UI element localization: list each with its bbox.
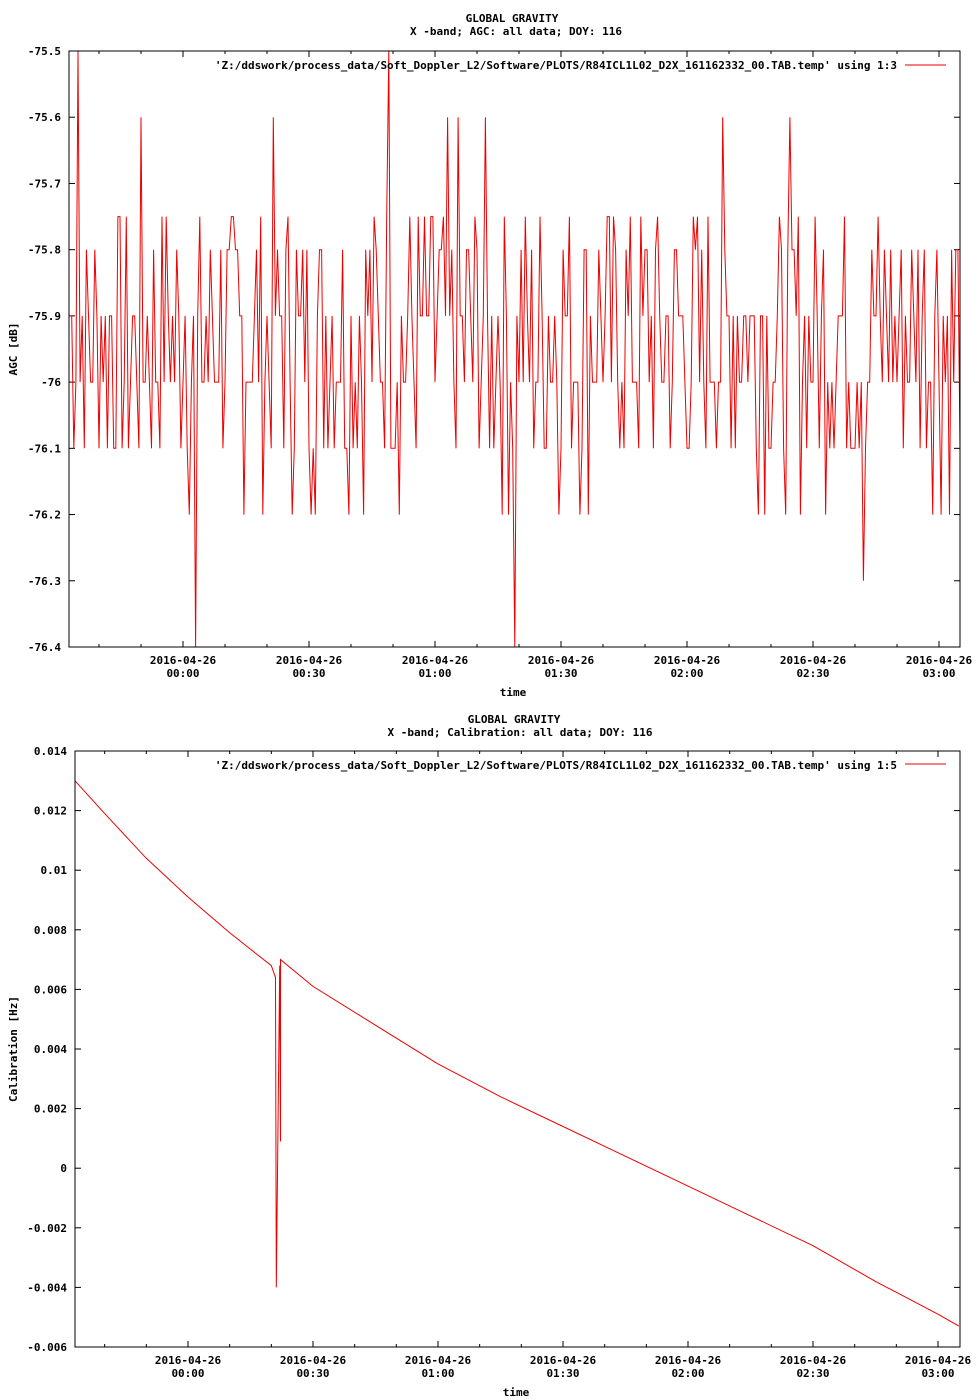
- legend: [215, 759, 946, 772]
- plot-frame: [75, 751, 960, 1347]
- x-tick-time: 01:00: [421, 1367, 455, 1380]
- chart-title: GLOBAL GRAVITY: [467, 713, 561, 726]
- y-tick-label: -75.7: [27, 177, 61, 191]
- chart-title: GLOBAL GRAVITY: [465, 12, 559, 25]
- x-tick-date: 2016-04-26: [654, 1354, 722, 1367]
- x-tick-time: 03:00: [922, 667, 956, 680]
- x-tick-time: 02:00: [671, 1367, 705, 1380]
- y-tick-label: -0.006: [27, 1341, 67, 1354]
- x-tick-date: 2016-04-26: [154, 1354, 222, 1367]
- chart-subtitle: X -band; Calibration: all data; DOY: 116: [387, 726, 653, 739]
- y-tick-label: -76.1: [27, 442, 61, 456]
- x-axis-label: time: [502, 1386, 530, 1399]
- chart-subtitle: X -band; AGC: all data; DOY: 116: [410, 25, 622, 38]
- x-tick-date: 2016-04-26: [905, 654, 973, 667]
- legend-label: 'Z:/ddswork/process_data/Soft_Doppler_L2/Software/PLOTS/R84ICL1L02_D2X_161162332_00.TAB.temp' using 1:5: [214, 759, 897, 772]
- x-tick-date: 2016-04-26: [529, 1354, 597, 1367]
- y-tick-label: -0.002: [27, 1221, 67, 1235]
- calibration-series-line: [75, 781, 959, 1326]
- x-tick-date: 2016-04-26: [401, 654, 469, 667]
- y-tick-label: -0.004: [27, 1281, 67, 1295]
- x-tick-time: 01:30: [546, 1367, 580, 1380]
- y-tick-label: 0.014: [33, 745, 67, 758]
- x-tick-date: 2016-04-26: [779, 1354, 847, 1367]
- x-tick-date: 2016-04-26: [653, 654, 721, 667]
- y-tick-label: -75.9: [27, 309, 61, 323]
- plot-frame: [69, 51, 960, 647]
- x-tick-date: 2016-04-26: [279, 1354, 347, 1367]
- y-tick-label: 0.012: [33, 804, 67, 818]
- x-tick-date: 2016-04-26: [275, 654, 343, 667]
- y-tick-label: -76.3: [27, 574, 61, 588]
- y-tick-label: -76.4: [27, 641, 61, 654]
- calibration-chart: [0, 700, 980, 1400]
- x-tick-time: 00:00: [166, 667, 200, 680]
- x-tick-date: 2016-04-26: [904, 1354, 972, 1367]
- legend-label: 'Z:/ddswork/process_data/Soft_Doppler_L2/Software/PLOTS/R84ICL1L02_D2X_161162332_00.TAB.temp' using 1:3: [214, 59, 897, 72]
- x-tick-time: 00:00: [171, 1367, 205, 1380]
- x-tick-time: 03:00: [921, 1367, 955, 1380]
- y-tick-label: 0.006: [33, 983, 67, 997]
- x-tick-date: 2016-04-26: [779, 654, 847, 667]
- x-tick-date: 2016-04-26: [404, 1354, 472, 1367]
- x-axis-label: time: [499, 686, 527, 699]
- y-tick-label: -76: [41, 376, 61, 390]
- y-tick-label: -75.8: [27, 243, 61, 257]
- legend: [215, 59, 946, 72]
- y-tick-label: 0.01: [40, 864, 67, 878]
- agc-series-line: [70, 51, 960, 647]
- y-tick-label: -75.5: [27, 45, 61, 58]
- y-tick-label: 0.002: [33, 1102, 67, 1116]
- x-tick-time: 00:30: [292, 667, 326, 680]
- y-tick-label: 0.008: [33, 923, 67, 937]
- x-tick-time: 00:30: [296, 1367, 330, 1380]
- y-axis-label: Calibration [Hz]: [7, 996, 20, 1102]
- x-tick-time: 01:30: [544, 667, 578, 680]
- y-tick-label: 0.004: [33, 1043, 67, 1056]
- x-tick-time: 02:00: [670, 667, 704, 680]
- x-tick-time: 02:30: [796, 667, 830, 680]
- x-tick-date: 2016-04-26: [149, 654, 217, 667]
- y-axis-label: AGC [dB]: [7, 322, 20, 376]
- x-tick-time: 01:00: [418, 667, 452, 680]
- y-tick-label: -76.2: [27, 508, 61, 522]
- x-tick-time: 02:30: [796, 1367, 830, 1380]
- x-tick-date: 2016-04-26: [527, 654, 595, 667]
- y-tick-label: 0: [60, 1162, 67, 1176]
- y-tick-label: -75.6: [27, 111, 61, 125]
